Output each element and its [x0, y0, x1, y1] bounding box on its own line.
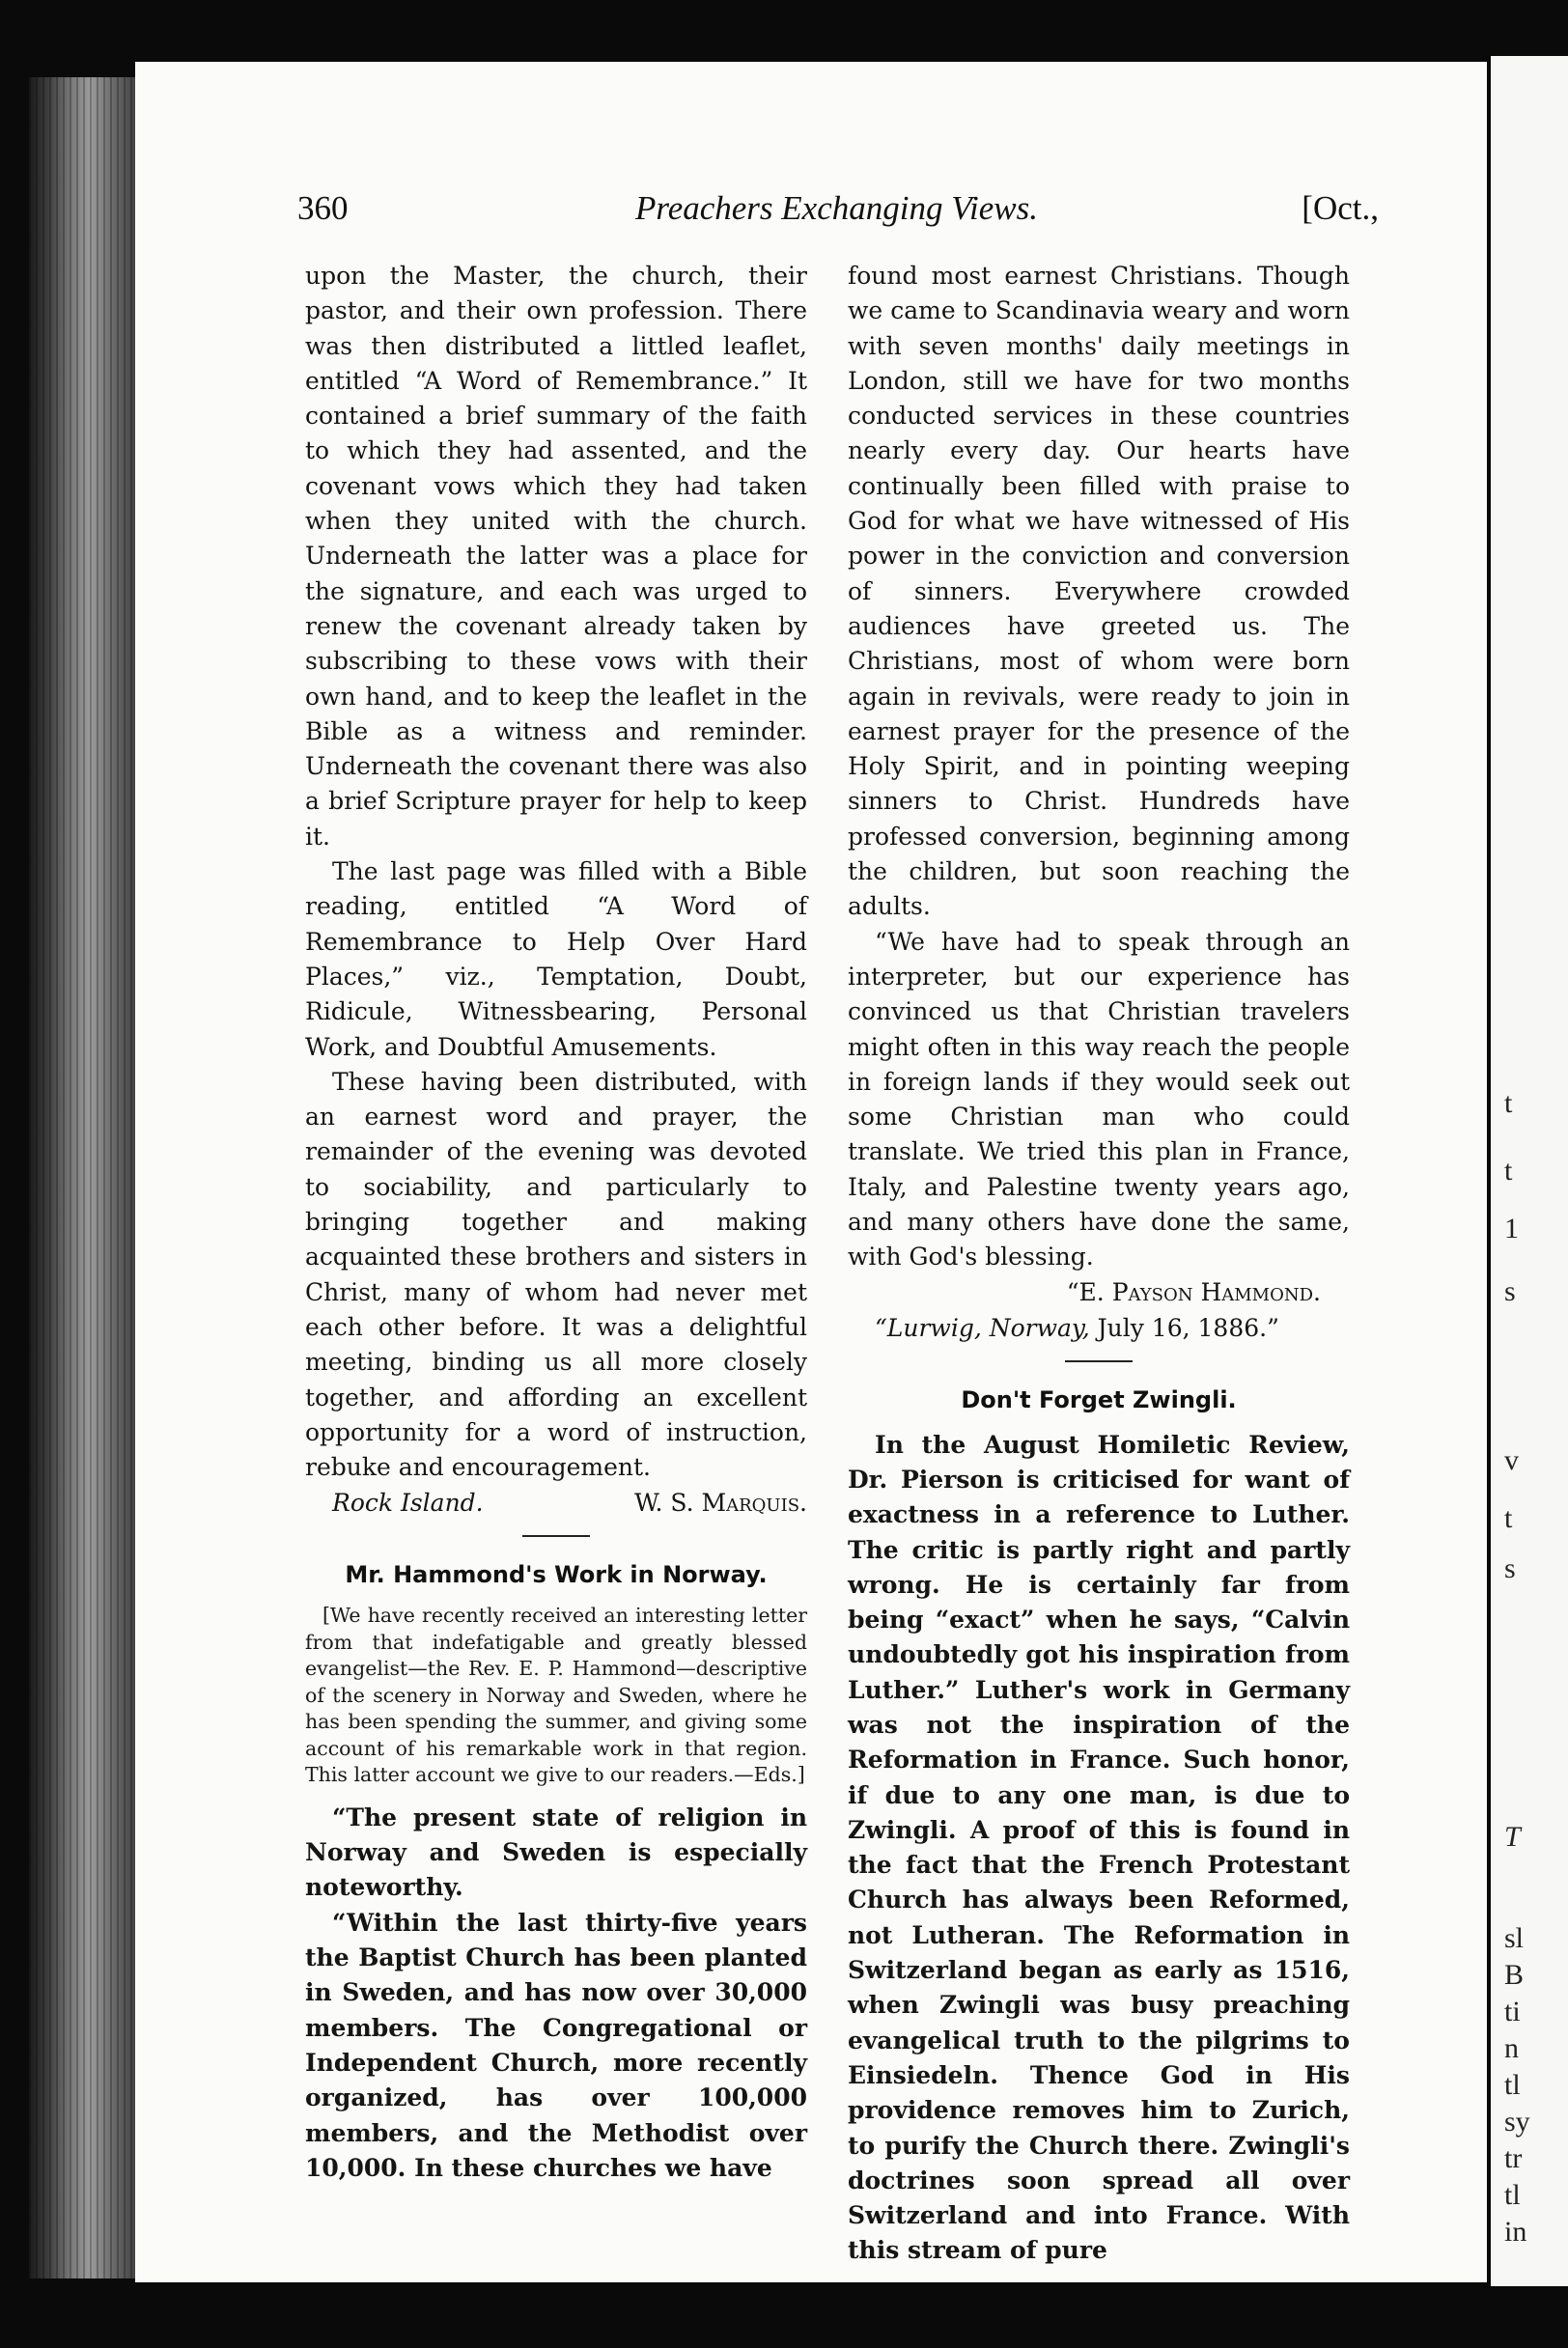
facing-fragment: in [1504, 2216, 1527, 2248]
signoff-place: Rock Island. [332, 1489, 484, 1518]
left-column [305, 259, 807, 2186]
dateline-date: July 16, 1886.” [1097, 1313, 1279, 1342]
facing-fragment: s [1504, 1275, 1516, 1307]
facing-fragment: n [1504, 2032, 1519, 2064]
facing-fragment: sl [1504, 1922, 1525, 1954]
facing-fragment: t [1504, 1155, 1513, 1187]
letter-dateline [848, 1310, 1350, 1347]
facing-fragment: ti [1504, 1996, 1521, 2027]
section-divider [522, 1535, 590, 1537]
facing-page-edge [1491, 56, 1568, 2286]
facing-fragment: T [1504, 1821, 1521, 1853]
running-header [297, 189, 1379, 238]
section-divider [1065, 1360, 1133, 1362]
facing-fragment: tr [1504, 2142, 1523, 2174]
paragraph: upon the Master, the church, their pastor, and their own profession. There was then distributed a littled leaflet, entitled “A Word of Remembrance.” It contained a brief summary of the faith to which they had assented, and the covenant vows which they had taken when they united with the church. Underneath the latter was a place for the signature, and each was urged to renew the covenant already taken by subscribing to these vows with their own hand, and to keep the leaflet in the Bible as a witness and reminder. Underneath the covenant there was also a brief Scripture prayer for help to keep it. [305, 262, 807, 851]
paragraph: “Within the last thirty-five years the Baptist Church has been planted in Sweden, and has now over 30,000 members. The Congregational or Independent Church, more recently organized, has over 100,000 members, and the Methodist over 10,000. In these churches we have [305, 1908, 807, 2182]
facing-fragment: sy [1504, 2106, 1530, 2138]
facing-fragment: tl [1504, 2179, 1521, 2211]
facing-fragment: 1 [1504, 1213, 1519, 1244]
paragraph: In the August Homiletic Review, Dr. Pierson is criticised for want of exactness in a reference to Luther. The critic is partly right and partly wrong. He is certainly far from being “exact” when he says, “Calvin undoubtedly got his inspiration from Luther.” Luther's work in Germany was not the inspiration of the Reformation in France. Such honor, if due to any one man, is due to Zwingli. A proof of this is found in the fact that the French Protestant Church has always been Reformed, not Lutheran. The Reformation in Switzerland began as early as 1516, when Zwingli was busy preaching evangelical truth to the pilgrims to Einsiedeln. Thence God in His providence removes him to Zurich, to purify the Church there. Zwingli's doctrines soon spread all over Switzerland and into France. With this stream of pure [848, 1430, 1350, 2265]
facing-fragment: v [1504, 1444, 1519, 1476]
letter-signature: “E. Payson Hammond. [1066, 1277, 1321, 1306]
signoff-author: W. S. Marquis. [634, 1489, 807, 1518]
paragraph: “We have had to speak through an interpreter, but our experience has convinced us that Christian travelers might often in this way reach the people in foreign lands if they would seek out some Christian man who could translate. We tried this plan in France, Italy, and Palestine twenty years ago, and many others have done the same, with God's blessing. [848, 927, 1350, 1272]
paragraph: These having been distributed, with an earnest word and prayer, the remainder of the evening was devoted to sociability, and particularly to bringing together and making acquainted these brothers and sisters in Christ, many of whom had never met each other before. It was a delightful meeting, binding us all more closely together, and affording an excellent opportunity for a word of instruction, rebuke and encouragement. [305, 1067, 807, 1482]
issue-month: [Oct., [1302, 189, 1379, 227]
paragraph: “The present state of religion in Norway and Sweden is especially noteworthy. [305, 1803, 807, 1902]
facing-fragment: t [1504, 1502, 1513, 1534]
right-column [848, 259, 1350, 2269]
section-title: Mr. Hammond's Work in Norway. [345, 1561, 768, 1589]
page-number: 360 [297, 189, 349, 227]
editor-note: [We have recently received an interesting letter from that indefatigable and greatly blessed evangelist—the Rev. E. P. Hammond—descriptive of the scenery in Norway and Sweden, where he has been spending the summer, and giving some account of his remarkable work in that region. This latter account we give to our readers.—Eds.] [305, 1604, 807, 1787]
signoff [305, 1485, 807, 1522]
section-title: Don't Forget Zwingli. [961, 1385, 1237, 1413]
facing-fragment: s [1504, 1552, 1516, 1584]
paragraph: found most earnest Christians. Though we came to Scandinavia weary and worn with seven months' daily meetings in London, still we have for two months conducted services in these countries nearly every day. Our hearts have continually been filled with praise to God for what we have witnessed of His power in the conviction and conversion of sinners. Everywhere crowded audiences have greeted us. The Christians, most of whom were born again in revivals, were ready to join in earnest prayer for the presence of the Holy Spirit, and in pointing weeping sinners to Christ. Hundreds have professed conversion, beginning among the children, but soon reaching the adults. [848, 262, 1350, 921]
facing-fragment: tl [1504, 2069, 1521, 2101]
facing-fragment: t [1504, 1087, 1513, 1119]
facing-fragment: B [1504, 1959, 1525, 1991]
paragraph: The last page was filled with a Bible reading, entitled “A Word of Remembrance to Help Over Hard Places,” viz., Temptation, Doubt, Ridicule, Witnessbearing, Personal Work, and Doubtful Amusements. [305, 857, 807, 1061]
running-title: Preachers Exchanging Views. [635, 189, 1038, 227]
page-edges [29, 77, 135, 2278]
dateline-place: “Lurwig, Norway, [875, 1313, 1090, 1342]
